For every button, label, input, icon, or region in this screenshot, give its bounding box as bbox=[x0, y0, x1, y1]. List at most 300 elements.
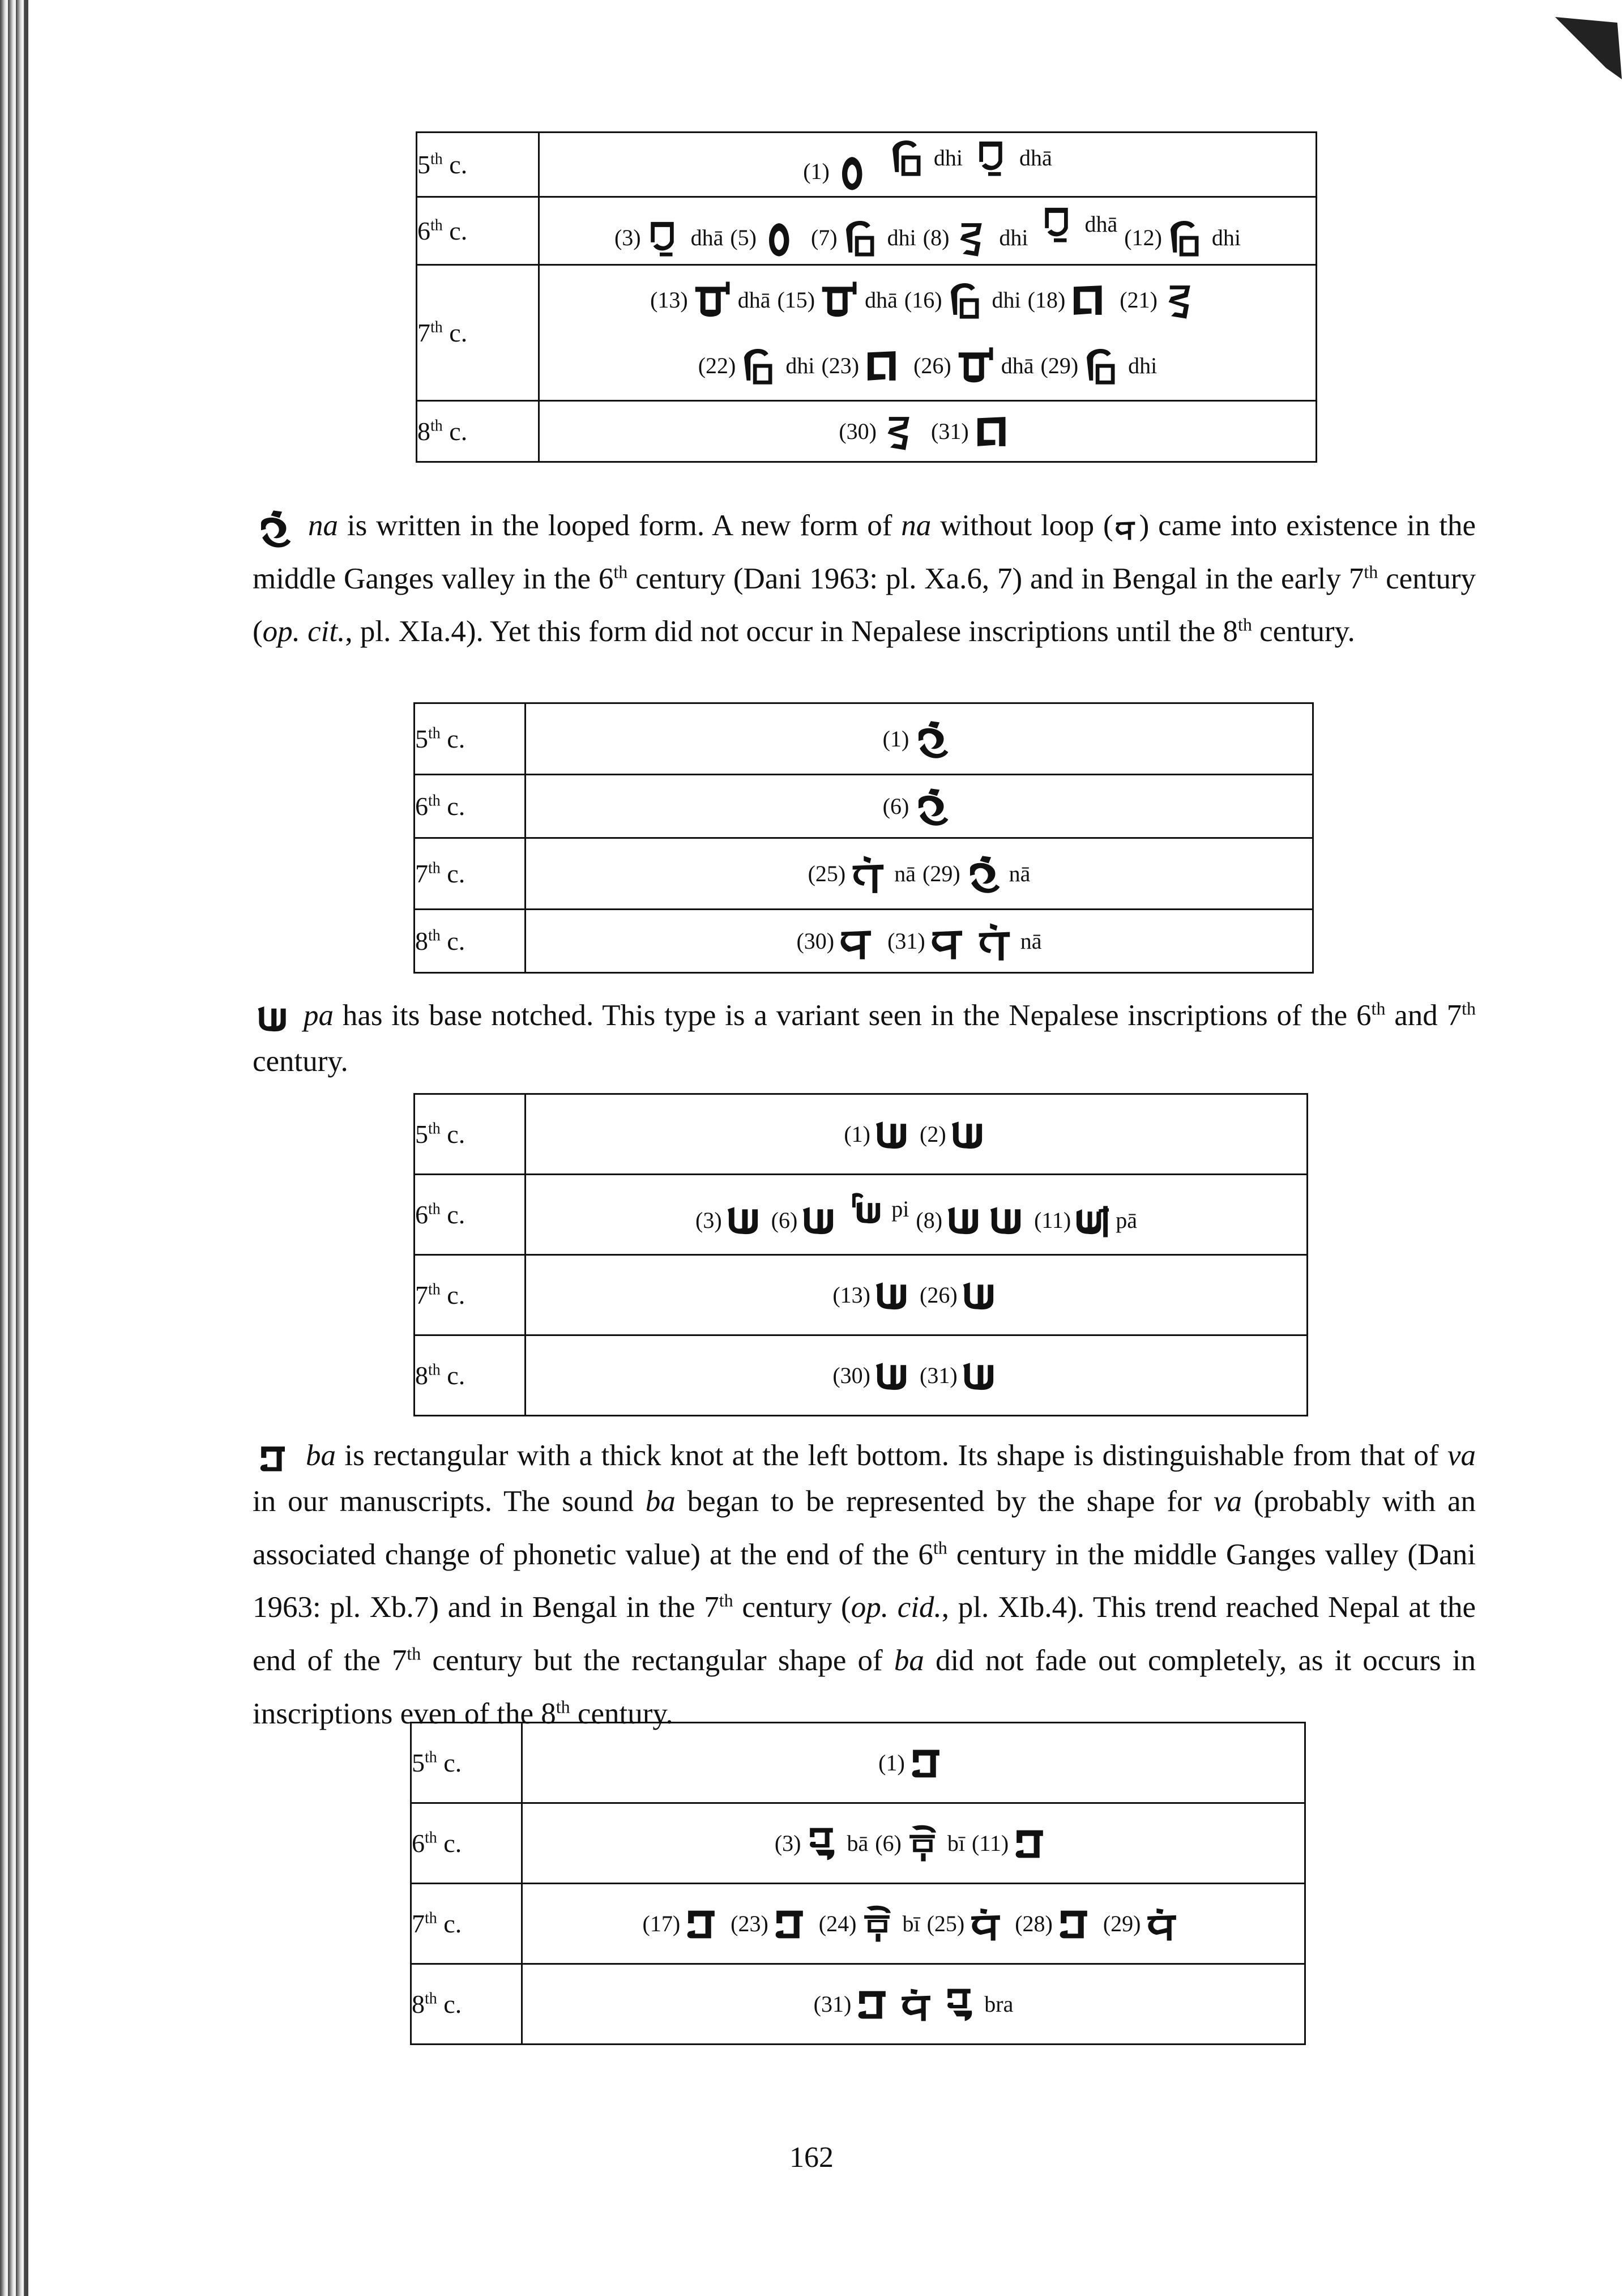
scan-binding-edge bbox=[0, 0, 26, 2296]
century-unit: c. bbox=[437, 1990, 462, 2018]
dha-glyph-c bbox=[644, 216, 685, 259]
century-cell bbox=[411, 1884, 522, 1964]
ba-glyph-b2 bbox=[804, 1824, 841, 1863]
century-number: 7 bbox=[417, 318, 430, 347]
century-cell bbox=[415, 1175, 526, 1255]
century-unit: c. bbox=[440, 927, 465, 955]
form-number: (31) bbox=[813, 1991, 852, 2017]
italic-term: ba bbox=[645, 1485, 676, 1518]
ordinal-sup: th bbox=[1237, 614, 1252, 635]
ba-glyph-b1 bbox=[684, 1905, 720, 1943]
century-ordinal: th bbox=[430, 216, 443, 234]
ba-table-body bbox=[411, 1723, 1305, 2045]
form-number: (31) bbox=[931, 419, 969, 444]
pa-form-item bbox=[920, 1357, 1000, 1394]
ba-form-item bbox=[775, 1824, 868, 1863]
dha-form-item bbox=[730, 216, 804, 259]
na-form-item bbox=[922, 853, 1030, 895]
dha-glyph-f bbox=[972, 410, 1013, 453]
ba-glyph-b1 bbox=[908, 1744, 945, 1782]
text-run: century in the middle Ganges valley (Dani 1963: pl. Xb.7) and in Bengal in the 7 bbox=[253, 1538, 1476, 1624]
dha-form-item bbox=[811, 216, 916, 259]
form-number: (6) bbox=[882, 793, 909, 819]
text-run: has its base notched. This type is a variant seen in the Nepalese inscriptions of the 6 bbox=[334, 998, 1372, 1032]
form-label: bī bbox=[902, 1911, 920, 1936]
ba-paragraph bbox=[253, 1433, 1476, 1737]
dha-form-item bbox=[839, 410, 924, 453]
dha-form-item bbox=[1120, 279, 1205, 322]
century-unit: c. bbox=[437, 1829, 462, 1858]
dha-glyph-b bbox=[739, 344, 780, 387]
italic-term: va bbox=[1447, 1439, 1476, 1472]
pa-glyph-p bbox=[950, 1116, 985, 1153]
century-unit: c. bbox=[437, 1748, 462, 1777]
italic-term: pa bbox=[304, 998, 334, 1032]
form-number: (23) bbox=[731, 1911, 768, 1936]
century-number: 5 bbox=[415, 1120, 428, 1149]
century-number: 5 bbox=[417, 150, 430, 179]
dha-form-item bbox=[1041, 344, 1158, 387]
pa-form-item bbox=[1034, 1201, 1137, 1239]
forms-line bbox=[526, 1277, 1306, 1314]
century-cell bbox=[417, 197, 539, 265]
text-run: century but the rectangular shape of bbox=[421, 1644, 894, 1677]
forms-line bbox=[526, 718, 1312, 760]
text-run: and 7 bbox=[1385, 998, 1462, 1032]
pa-glyph-p bbox=[961, 1357, 997, 1394]
pa-glyph-p bbox=[961, 1277, 997, 1314]
pa-glyph-pa2 bbox=[1074, 1201, 1110, 1239]
forms-line bbox=[540, 344, 1316, 387]
ba-row bbox=[411, 1884, 1305, 1964]
form-label: nā bbox=[1009, 861, 1031, 886]
century-cell bbox=[415, 1255, 526, 1335]
century-cell bbox=[415, 838, 526, 910]
forms-cell bbox=[522, 1803, 1305, 1884]
forms-cell bbox=[522, 1723, 1305, 1803]
form-number: (6) bbox=[771, 1207, 798, 1233]
form-number: (26) bbox=[913, 353, 951, 378]
form-label: dhā bbox=[737, 287, 771, 313]
century-ordinal: th bbox=[428, 927, 441, 945]
century-unit: c. bbox=[442, 216, 468, 245]
na-table bbox=[413, 702, 1314, 974]
pa-row bbox=[415, 1094, 1308, 1175]
text-run: is rectangular with a thick knot at the left bottom. Its shape is distinguishable from that of bbox=[336, 1439, 1447, 1472]
form-label: bā bbox=[847, 1830, 869, 1856]
century-number: 5 bbox=[412, 1748, 425, 1777]
na-glyph-n2 bbox=[975, 920, 1015, 962]
forms-cell bbox=[539, 401, 1317, 462]
ordinal-sup: th bbox=[407, 1643, 421, 1664]
form-number: (30) bbox=[839, 419, 877, 444]
form-label: pi bbox=[891, 1196, 909, 1222]
pa-row bbox=[415, 1255, 1308, 1335]
italic-term: ba bbox=[306, 1439, 336, 1472]
na-glyph-n1 bbox=[912, 786, 952, 827]
century-ordinal: th bbox=[428, 859, 441, 877]
dha-glyph-d bbox=[880, 410, 921, 453]
na-form-item bbox=[796, 920, 881, 962]
century-number: 8 bbox=[415, 1361, 428, 1390]
forms-cell bbox=[526, 1175, 1308, 1255]
ordinal-sup: th bbox=[719, 1590, 733, 1611]
text-run: century. bbox=[1252, 615, 1355, 648]
century-cell bbox=[415, 703, 526, 775]
form-label: dhā bbox=[1019, 144, 1052, 170]
form-number: (30) bbox=[796, 928, 835, 954]
form-label: dhā bbox=[690, 225, 724, 251]
forms-line bbox=[523, 1905, 1304, 1943]
ba-row bbox=[411, 1723, 1305, 1803]
dha-form-item bbox=[923, 216, 1028, 259]
form-number: (28) bbox=[1015, 1911, 1053, 1936]
form-number: (3) bbox=[614, 225, 641, 251]
forms-cell bbox=[539, 265, 1317, 401]
ba-form-item bbox=[643, 1905, 724, 1943]
page-number: 162 bbox=[789, 2141, 834, 2174]
dha-row bbox=[417, 133, 1317, 197]
century-ordinal: th bbox=[425, 1748, 437, 1766]
ba-glyph-b3 bbox=[905, 1824, 942, 1863]
century-unit: c. bbox=[440, 1361, 465, 1390]
century-unit: c. bbox=[440, 1281, 465, 1309]
form-number: (1) bbox=[882, 726, 909, 752]
form-number: (8) bbox=[916, 1207, 943, 1233]
century-number: 7 bbox=[415, 859, 428, 888]
form-label: dhi bbox=[1128, 353, 1158, 378]
dha-glyph-e bbox=[955, 344, 996, 387]
century-cell bbox=[411, 1723, 522, 1803]
form-number: (21) bbox=[1120, 287, 1158, 313]
ba-glyph-b2 bbox=[942, 1985, 979, 2024]
dha-glyph-d bbox=[1161, 279, 1202, 322]
na-form-item bbox=[883, 718, 956, 760]
pa-paragraph bbox=[253, 985, 1476, 1085]
dha-form-item bbox=[1035, 202, 1118, 245]
na-form-item bbox=[887, 920, 1041, 962]
dha-glyph-b bbox=[887, 136, 928, 179]
pa-row bbox=[415, 1335, 1308, 1416]
form-number: (29) bbox=[1040, 353, 1079, 378]
forms-cell bbox=[526, 1335, 1308, 1416]
form-number: (11) bbox=[972, 1830, 1009, 1856]
century-number: 6 bbox=[412, 1829, 425, 1858]
text-run: century. bbox=[253, 1044, 348, 1078]
ba-glyph-b4 bbox=[968, 1905, 1005, 1943]
text-run: , pl. XIa.4). Yet this form did not occur in Nepalese inscriptions until the 8 bbox=[345, 615, 1238, 648]
ba-form-item bbox=[875, 1824, 965, 1863]
form-label: dhi bbox=[999, 225, 1028, 251]
century-cell bbox=[417, 265, 539, 401]
dha-form-item bbox=[931, 410, 1016, 453]
text-run: without loop ( bbox=[931, 509, 1113, 542]
ba-glyph-b1 bbox=[772, 1905, 809, 1943]
dha-form-item bbox=[969, 136, 1052, 179]
text-run: (probably with an associated change of phonetic value) at the end of the 6 bbox=[253, 1485, 1476, 1571]
ba-form-item bbox=[814, 1985, 1014, 2024]
ba-row bbox=[411, 1964, 1305, 2045]
ordinal-sup: th bbox=[1364, 561, 1378, 582]
pa-glyph-p bbox=[874, 1277, 909, 1314]
form-number: (29) bbox=[922, 861, 960, 886]
form-number: (7) bbox=[810, 225, 838, 251]
dha-glyph-e bbox=[818, 279, 859, 322]
form-number: (30) bbox=[832, 1363, 870, 1388]
forms-line bbox=[526, 1190, 1306, 1239]
ba-glyph-b1 bbox=[855, 1985, 891, 2024]
italic-term: na bbox=[901, 509, 932, 542]
century-number: 6 bbox=[415, 1200, 428, 1229]
forms-line bbox=[526, 1357, 1306, 1394]
century-ordinal: th bbox=[428, 1361, 441, 1379]
dha-glyph-b bbox=[1082, 344, 1122, 387]
dha-form-item bbox=[913, 344, 1033, 387]
century-ordinal: th bbox=[430, 150, 443, 168]
forms-line bbox=[540, 202, 1316, 259]
na-row bbox=[415, 775, 1313, 838]
ba-glyph-lead bbox=[253, 1441, 294, 1475]
form-number: (15) bbox=[777, 287, 815, 313]
dha-row bbox=[417, 401, 1317, 462]
dha-form-item bbox=[698, 344, 815, 387]
text-run: is written in the looped form. A new form of bbox=[338, 509, 902, 542]
form-number: (25) bbox=[808, 861, 846, 886]
dha-glyph-c bbox=[973, 136, 1014, 179]
dha-glyph-a bbox=[833, 150, 874, 193]
na-row bbox=[415, 838, 1313, 910]
italic-term: na bbox=[308, 509, 338, 542]
century-unit: c. bbox=[442, 417, 468, 446]
pa-form-item bbox=[920, 1277, 1000, 1314]
form-label: dhā bbox=[1084, 211, 1118, 237]
forms-cell bbox=[526, 910, 1313, 973]
century-ordinal: th bbox=[428, 792, 441, 810]
ordinal-sup: th bbox=[556, 1696, 570, 1717]
century-cell bbox=[417, 133, 539, 197]
century-unit: c. bbox=[440, 859, 465, 888]
dha-form-item bbox=[650, 279, 770, 322]
forms-line bbox=[540, 410, 1316, 453]
century-cell bbox=[415, 1094, 526, 1175]
text-run: in our manuscripts. The sound bbox=[253, 1485, 646, 1518]
form-number: (25) bbox=[926, 1911, 965, 1936]
dha-glyph-b bbox=[841, 216, 882, 259]
ordinal-sup: th bbox=[1371, 998, 1386, 1018]
century-unit: c. bbox=[442, 150, 468, 179]
forms-line bbox=[526, 920, 1312, 962]
form-number: (13) bbox=[832, 1282, 870, 1308]
na-row bbox=[415, 910, 1313, 973]
century-ordinal: th bbox=[430, 318, 443, 336]
forms-line bbox=[526, 1116, 1306, 1153]
century-ordinal: th bbox=[428, 724, 441, 742]
ba-row bbox=[411, 1803, 1305, 1884]
italic-term: va bbox=[1214, 1485, 1242, 1518]
century-ordinal: th bbox=[428, 1120, 441, 1138]
form-label: dhā bbox=[865, 287, 898, 313]
ba-form-item bbox=[972, 1824, 1052, 1863]
forms-cell bbox=[539, 197, 1317, 265]
dha-form-item bbox=[821, 344, 907, 387]
pa-form-item bbox=[832, 1357, 913, 1394]
form-label: dhi bbox=[887, 225, 916, 251]
form-number: (26) bbox=[920, 1282, 958, 1308]
century-cell bbox=[411, 1803, 522, 1884]
form-number: (29) bbox=[1103, 1911, 1141, 1936]
century-unit: c. bbox=[442, 318, 468, 347]
pa-form-item bbox=[920, 1116, 989, 1153]
ba-form-item bbox=[878, 1744, 949, 1782]
pa-row bbox=[415, 1175, 1308, 1255]
pa-form-item bbox=[847, 1190, 909, 1228]
dha-table bbox=[416, 131, 1317, 463]
century-ordinal: th bbox=[430, 417, 443, 435]
forms-cell bbox=[526, 838, 1313, 910]
century-number: 8 bbox=[415, 927, 428, 955]
text-run: began to be represented by the shape for bbox=[675, 1485, 1214, 1518]
century-cell bbox=[415, 910, 526, 973]
pa-table-body bbox=[415, 1094, 1308, 1416]
ba-form-item bbox=[731, 1905, 812, 1943]
century-unit: c. bbox=[437, 1909, 462, 1938]
dha-form-item bbox=[884, 136, 963, 179]
form-number: (1) bbox=[844, 1121, 870, 1147]
italic-term: ba bbox=[894, 1644, 924, 1677]
ordinal-sup: th bbox=[1462, 998, 1476, 1018]
forms-line bbox=[523, 1824, 1304, 1863]
na-glyph-n2 bbox=[849, 853, 889, 895]
century-ordinal: th bbox=[425, 1829, 437, 1847]
ba-form-item bbox=[927, 1905, 1009, 1943]
forms-cell bbox=[522, 1964, 1305, 2045]
pa-glyph-p bbox=[946, 1201, 981, 1239]
ordinal-sup: th bbox=[613, 561, 628, 582]
form-number: (22) bbox=[698, 353, 736, 378]
ba-glyph-b4 bbox=[898, 1985, 935, 2024]
form-number: (23) bbox=[821, 353, 860, 378]
form-label: dhi bbox=[992, 287, 1021, 313]
forms-cell bbox=[526, 703, 1313, 775]
ba-glyph-b1 bbox=[1056, 1905, 1093, 1943]
forms-cell bbox=[522, 1884, 1305, 1964]
dha-form-item bbox=[904, 279, 1021, 322]
pa-glyph-p bbox=[725, 1201, 761, 1239]
pa-form-item bbox=[695, 1201, 764, 1239]
dha-form-item bbox=[777, 279, 897, 322]
italic-term: op. cid. bbox=[851, 1591, 942, 1624]
ba-form-item bbox=[1103, 1905, 1185, 1943]
pa-glyph-p bbox=[874, 1357, 909, 1394]
century-number: 6 bbox=[415, 792, 428, 821]
forms-cell bbox=[526, 1094, 1308, 1175]
pa-table bbox=[413, 1093, 1308, 1416]
form-number: (31) bbox=[887, 928, 925, 954]
dha-row bbox=[417, 197, 1317, 265]
form-label: dhi bbox=[933, 144, 963, 170]
century-cell bbox=[415, 775, 526, 838]
form-label: nā bbox=[1020, 928, 1042, 954]
century-number: 7 bbox=[412, 1909, 425, 1938]
form-number: (1) bbox=[878, 1750, 905, 1776]
text-run: century ( bbox=[253, 562, 1476, 648]
dha-glyph-f bbox=[1069, 279, 1109, 322]
ba-form-item bbox=[819, 1905, 920, 1943]
forms-line bbox=[540, 279, 1316, 322]
forms-line bbox=[526, 853, 1312, 895]
form-number: (31) bbox=[920, 1363, 958, 1388]
ba-table bbox=[410, 1722, 1306, 2045]
form-number: (24) bbox=[818, 1911, 857, 1936]
na-glyph-n3 bbox=[929, 920, 968, 962]
century-number: 7 bbox=[415, 1281, 428, 1309]
form-number: (6) bbox=[875, 1830, 902, 1856]
century-cell bbox=[411, 1964, 522, 2045]
form-label: pā bbox=[1116, 1207, 1137, 1233]
century-unit: c. bbox=[440, 724, 465, 753]
forms-line bbox=[526, 786, 1312, 827]
na-paragraph bbox=[253, 503, 1476, 655]
na-table-body bbox=[415, 703, 1313, 973]
form-label: bra bbox=[984, 1991, 1014, 2017]
form-label: dhā bbox=[1001, 353, 1034, 378]
form-number: (16) bbox=[904, 287, 942, 313]
form-label: dhi bbox=[785, 353, 815, 378]
dha-row bbox=[417, 265, 1317, 401]
scan-binding-line bbox=[25, 0, 28, 2296]
form-number: (5) bbox=[730, 225, 757, 251]
italic-term: op. cit. bbox=[262, 615, 345, 648]
century-number: 8 bbox=[417, 417, 430, 446]
century-unit: c. bbox=[440, 792, 465, 821]
century-ordinal: th bbox=[428, 1200, 441, 1218]
text-run: century ( bbox=[733, 1591, 851, 1624]
na-paragraph-text bbox=[253, 509, 1476, 648]
scan-corner-mark bbox=[1555, 11, 1623, 79]
century-ordinal: th bbox=[425, 1990, 437, 2008]
pa-form-item bbox=[844, 1116, 913, 1153]
form-number: (1) bbox=[803, 159, 830, 185]
dha-glyph-f bbox=[862, 344, 903, 387]
na-glyph-n1 bbox=[912, 718, 952, 760]
form-label: bī bbox=[947, 1830, 965, 1856]
pa-glyph-p bbox=[874, 1116, 909, 1153]
form-number: (11) bbox=[1034, 1207, 1071, 1233]
pa-paragraph-text bbox=[253, 999, 1476, 1078]
pa-glyph-p bbox=[988, 1201, 1024, 1239]
forms-line bbox=[523, 1744, 1304, 1782]
form-number: (18) bbox=[1027, 287, 1066, 313]
century-number: 8 bbox=[412, 1990, 425, 2018]
pa-form-item bbox=[916, 1201, 1027, 1239]
inline-glyph-n3 bbox=[1113, 515, 1139, 541]
pa-form-item bbox=[832, 1277, 913, 1314]
ba-form-item bbox=[1015, 1905, 1096, 1943]
century-cell bbox=[415, 1335, 526, 1416]
na-glyph-n3 bbox=[838, 920, 877, 962]
dha-glyph-d bbox=[953, 216, 993, 259]
ba-paragraph-text bbox=[253, 1439, 1476, 1730]
dha-glyph-a bbox=[760, 216, 801, 259]
dha-glyph-b bbox=[946, 279, 986, 322]
forms-cell bbox=[526, 1255, 1308, 1335]
forms-cell bbox=[526, 775, 1313, 838]
form-number: (13) bbox=[650, 287, 688, 313]
form-number: (17) bbox=[642, 1911, 681, 1936]
pa-glyph-lead bbox=[253, 1001, 292, 1035]
form-number: (3) bbox=[774, 1830, 801, 1856]
na-form-item bbox=[883, 786, 956, 827]
